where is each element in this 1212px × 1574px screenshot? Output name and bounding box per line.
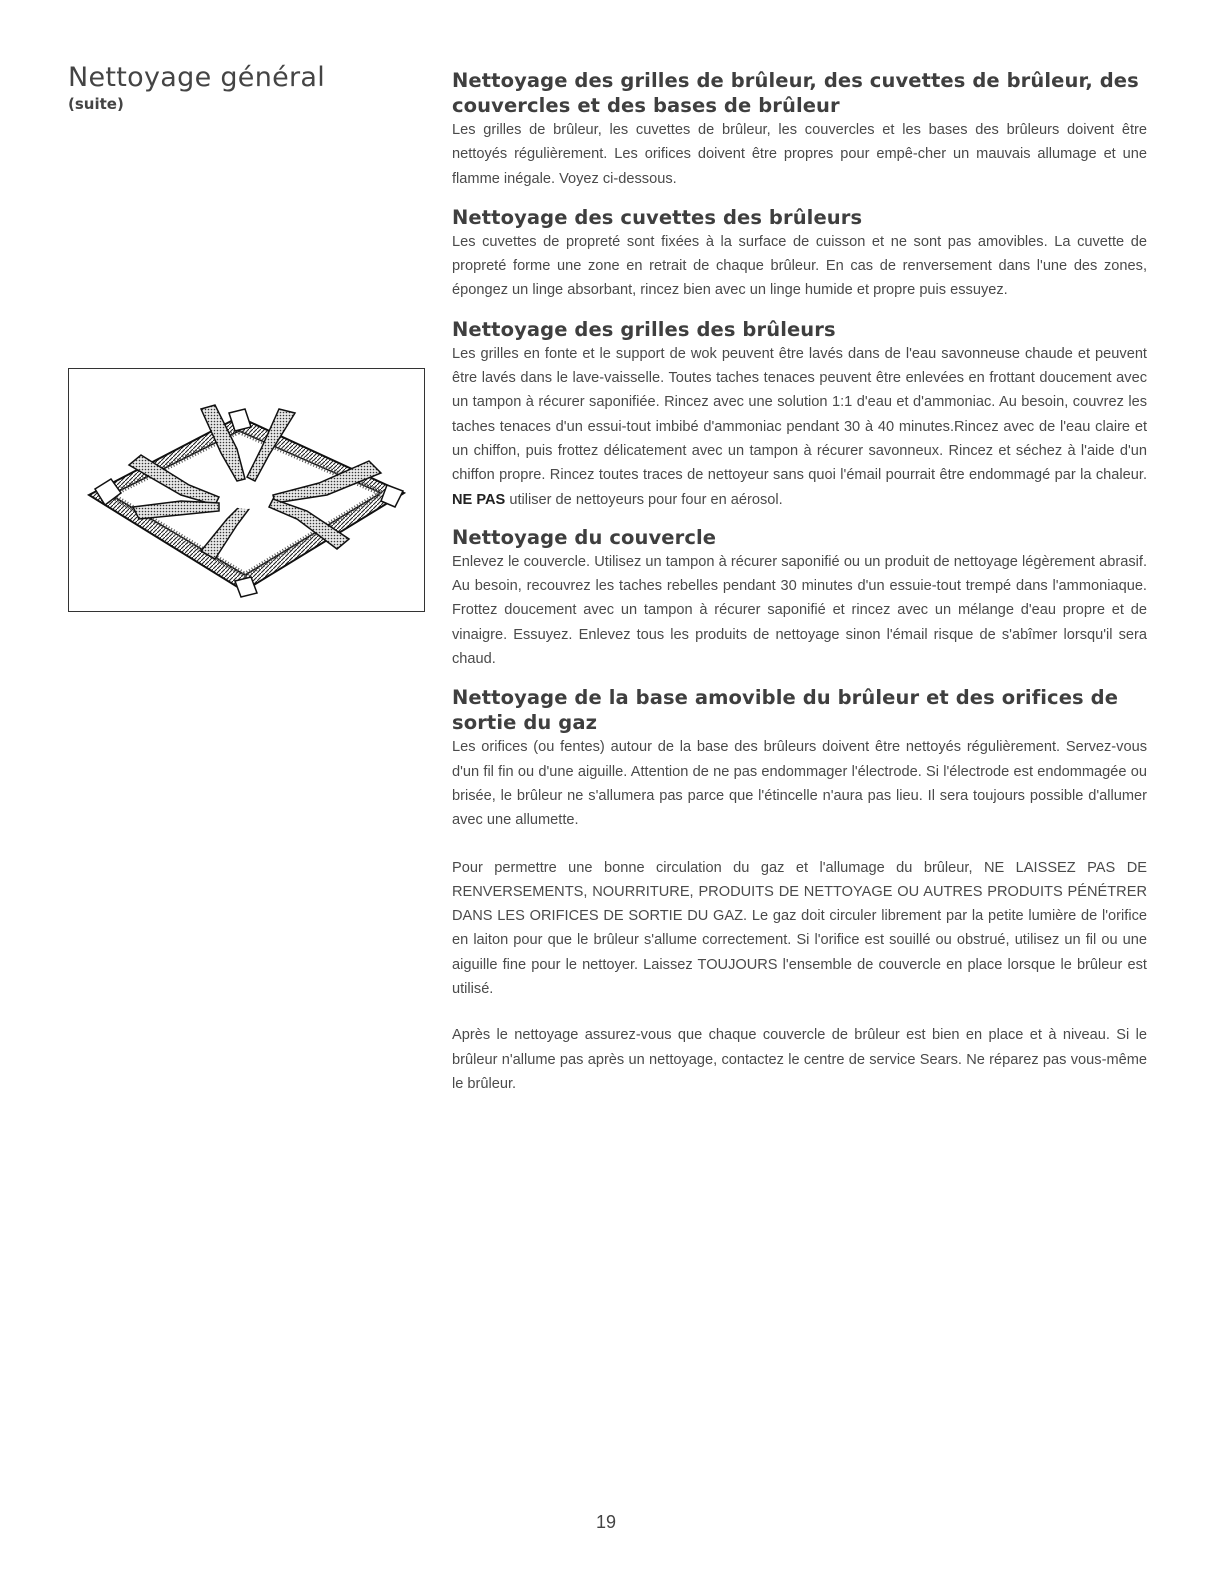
section-body: Les cuvettes de propreté sont fixées à la surface de cuisson et ne sont pas amovibles. La cuvette de propreté forme une zone en retrait de chaque brûleur. En cas de renversement dans l'une des zones, épongez un linge absorbant, rincez bien avec un linge humide et propre puis essuyez.	[452, 233, 1147, 299]
section-heading: Nettoyage des grilles de brûleur, des cuvettes de brûleur, des couvercles et des bases de brûleur	[452, 69, 1139, 117]
section-paragraph-3: Après le nettoyage assurez-vous que chaque couvercle de brûleur est bien en place et à niveau. Si le brûleur n'allume pas après un nettoyage, contactez le centre de service Sears. Ne réparez pas vous-même le brûleur.	[452, 1027, 1147, 1092]
section-couvercle	[452, 525, 1147, 671]
section-body	[452, 342, 1147, 512]
main-content	[452, 64, 1147, 1096]
page-header	[68, 62, 325, 113]
warning-bold-text: NE PAS	[452, 491, 506, 508]
section-paragraph-2: Pour permettre une bonne circulation du gaz et l'allumage du brûleur, NE LAISSEZ PAS DE RENVERSEMENTS, NOURRITURE, PRODUITS DE NETTOYAGE OU AUTRES PRODUITS PÉNÉTRER DANS LES ORIFICES DE SORTIE DU GAZ. Le gaz doit circuler librement par la petite lumière de l'orifice en laiton pour que le brûleur s'allume correctement. Si l'orifice est souillé ou obstrué, utilisez un fil ou une aiguille fine pour le nettoyer. Laissez TOUJOURS l'ensemble de couvercle en place lorsque le brûleur est utilisé.	[452, 859, 1147, 998]
section-body: Enlevez le couvercle. Utilisez un tampon à récurer saponifié ou un produit de nettoyage légèrement abrasif. Au besoin, recouvrez les taches rebelles pendant 30 minutes d'un essuie-tout trempé dans l'ammoniaque. Frottez doucement avec un tampon à récurer saponifié et rincez avec un mélange d'eau propre et de vinaigre. Essuyez. Enlevez tous les produits de nettoyage sinon l'émail risque de s'abîmer lorsqu'il sera chaud.	[452, 553, 1147, 668]
burner-grate-figure	[68, 368, 425, 612]
burner-grate-illustration-icon	[69, 369, 424, 611]
section-grilles-cuvettes-couvercles	[452, 68, 1147, 191]
section-body: Les grilles de brûleur, les cuvettes de brûleur, les couvercles et les bases des brûleurs doivent être nettoyés régulièrement. Les orifices doivent être propres pour empê-cher un mauvais allumage et une flamme inégale. Voyez ci-dessous.	[452, 122, 1147, 187]
section-body-end: utiliser de nettoyeurs pour four en aérosol.	[509, 491, 783, 508]
section-heading: Nettoyage du couvercle	[452, 525, 717, 549]
section-body: Les orifices (ou fentes) autour de la base des brûleurs doivent être nettoyés régulièrement. Servez-vous d'un fil fin ou d'une aiguille. Attention de ne pas endommager l'électrode. Si l'électrode est endommagée ou brisée, le brûleur ne s'allumera pas parce que l'étincelle n'aura pas lieu. Il sera toujours possible d'allumer avec une allumette.	[452, 739, 1147, 829]
section-grilles-bruleurs	[452, 317, 1147, 512]
section-base-orifices	[452, 685, 1147, 1096]
page-number: 19	[595, 1512, 617, 1532]
page-title: Nettoyage général	[68, 62, 326, 93]
section-heading: Nettoyage de la base amovible du brûleur et des orifices de sortie du gaz	[452, 686, 1119, 735]
section-heading: Nettoyage des cuvettes des brûleurs	[452, 205, 863, 229]
section-body-text: Les grilles en fonte et le support de wok peuvent être lavés dans de l'eau savonneuse chaude et peuvent être lavés dans le lave-vaisselle. Toutes taches tenaces peuvent être enlevées en frottant doucement avec un tampon à récurer saponifiée. Rincez avec une solution 1:1 d'eau et d'ammoniac. Au besoin, couvrez les taches tenaces d'un essui-tout imbibé d'ammoniac pendant 30 à 40 minutes.Rincez avec de l'eau claire et un chiffon, puis frottez délicatement avec un tampon à récurer savonneux. Rincez et séchez à l'aide d'un chiffon propre. Rincez toutes traces de nettoyeur sans quoi l'émail pourrait être endommagé par la chaleur.	[452, 345, 1147, 484]
section-cuvettes-bruleurs	[452, 205, 1147, 303]
section-heading: Nettoyage des grilles des brûleurs	[452, 317, 836, 341]
page-subtitle: (suite)	[68, 95, 124, 113]
